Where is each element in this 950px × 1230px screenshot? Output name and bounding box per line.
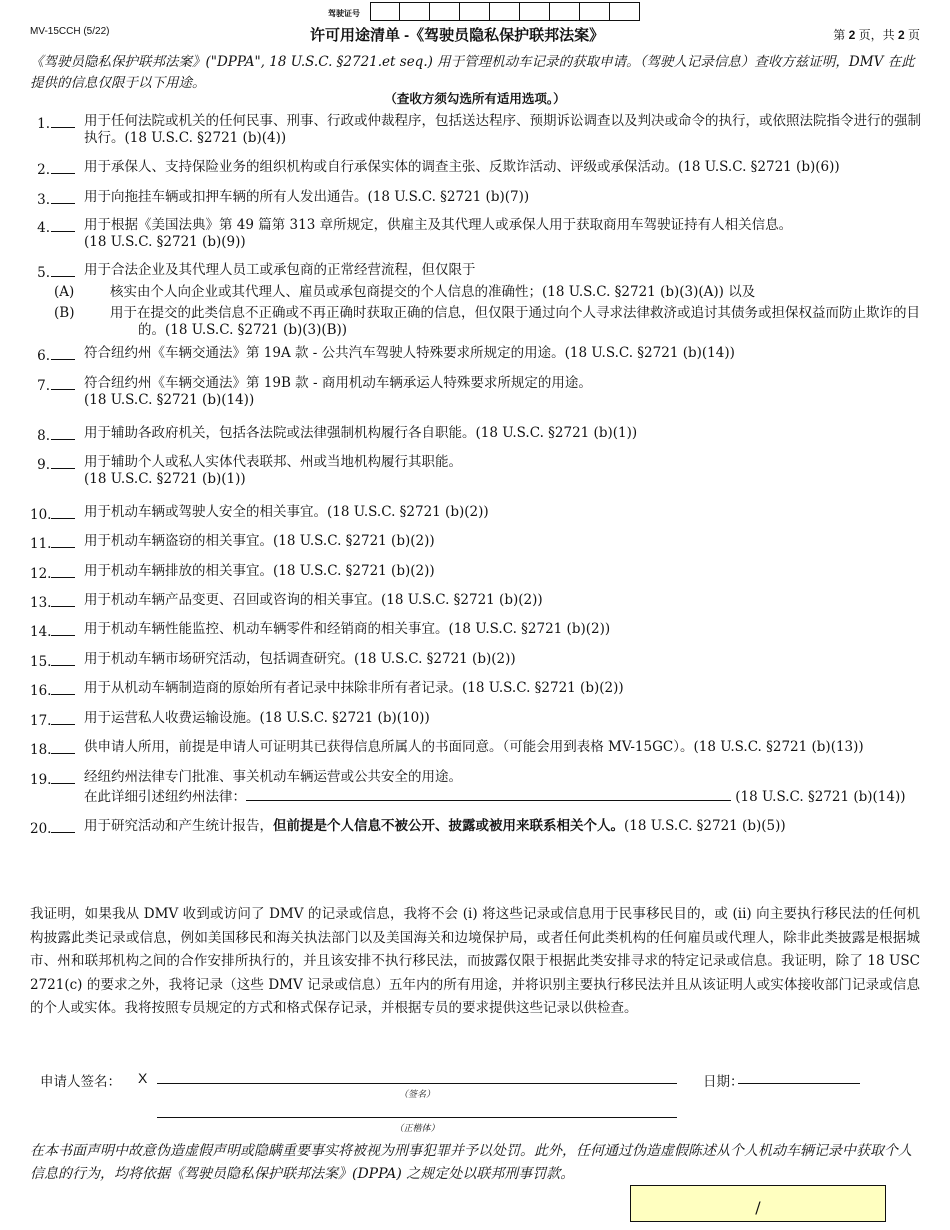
list-item <box>30 345 925 362</box>
list-item <box>30 113 925 147</box>
item-number: 19. <box>30 769 78 789</box>
item-checkbox-blank[interactable] <box>51 345 75 360</box>
item-text: 用于根据《美国法典》第 49 篇第 313 章所规定，供雇主及其代理人或承保人用于获取商用车驾驶证持有人相关信息。 <box>84 217 793 233</box>
license-digit-box[interactable] <box>520 2 550 21</box>
item-checkbox-blank[interactable] <box>51 533 75 548</box>
list-item <box>30 621 925 638</box>
item-number: 4. <box>30 217 78 237</box>
item-checkbox-blank[interactable] <box>51 680 75 695</box>
instruction-note: （查收方须勾选所有适用选项。） <box>384 92 566 106</box>
list-item <box>30 710 925 727</box>
item-text: 符合纽约州《车辆交通法》第 19B 款 - 商用机动车辆承运人特殊要求所规定的用途。 <box>84 375 592 391</box>
item-text: 用于任何法院或机关的任何民事、刑事、行政或仲裁程序，包括送达程序、预期诉讼调查以及判决或命令的执行，或依照法院指令进行的强制执行。(18 U.S.C. §2721 (b)(4)) <box>84 113 921 146</box>
list-item <box>30 189 925 206</box>
item-checkbox-blank[interactable] <box>51 818 75 833</box>
printed-name-field[interactable] <box>157 1117 677 1118</box>
item-checkbox-blank[interactable] <box>51 769 75 784</box>
item-number: 15. <box>30 651 78 671</box>
item-checkbox-blank[interactable] <box>51 262 75 277</box>
license-digit-box[interactable] <box>610 2 640 21</box>
item-checkbox-blank[interactable] <box>51 425 75 440</box>
item-text: 用于运营私人收费运输设施。(18 U.S.C. §2721 (b)(10)) <box>84 710 430 726</box>
item-checkbox-blank[interactable] <box>51 375 75 390</box>
item-checkbox-blank[interactable] <box>51 217 75 232</box>
item-text: 用于合法企业及其代理人员工或承包商的正常经营流程，但仅限于 <box>84 262 476 278</box>
list-item <box>30 375 925 409</box>
license-digit-box[interactable] <box>400 2 430 21</box>
page-number: 第 2 页，共 2 页 <box>833 28 920 42</box>
item-text: 用于承保人、支持保险业务的组织机构或自行承保实体的调查主张、反欺诈活动、评级或承保活动。(18 U.S.C. §2721 (b)(6)) <box>84 159 840 175</box>
item-number: 20. <box>30 818 78 838</box>
item-subclause: (B) 用于在提交的此类信息不正确或不再正确时获取正确的信息，但仅限于通过向个人寻求法律救济或追讨其债务或担保权益而防止欺诈的目的。(18 U.S.C. §2721 (b)(3)(B)) <box>54 305 920 338</box>
page-current: 2 <box>848 28 856 42</box>
item-number: 6. <box>30 345 78 365</box>
item-number: 5. <box>30 262 78 282</box>
list-item <box>30 533 925 550</box>
item-number: 12. <box>30 563 78 583</box>
item-checkbox-blank[interactable] <box>51 710 75 725</box>
list-item <box>30 504 925 521</box>
license-digit-box[interactable] <box>580 2 610 21</box>
license-number-boxes[interactable] <box>370 2 640 21</box>
printed-name-caption: （正楷体） <box>394 1124 440 1134</box>
item-text: 用于研究活动和产生统计报告，但前提是个人信息不被公开、披露或被用来联系相关个人。(18 U.S.C. §2721 (b)(5)) <box>84 818 786 834</box>
item-text: 用于辅助个人或私人实体代表联邦、州或当地机构履行其职能。 <box>84 454 462 470</box>
penalty-warning: 在本书面声明中故意伪造虚假声明或隐瞒重要事实将被视为刑事犯罪并予以处罚。此外，任何通过伪造虚假陈述从个人机动车辆记录中获取个人信息的行为，均将依据《驾驶员隐私保护联邦法案》(DPPA) 之规定处以联邦刑事罚款。 <box>30 1143 912 1182</box>
item-checkbox-blank[interactable] <box>51 504 75 519</box>
item-text: 用于辅助各政府机关，包括各法院或法律强制机构履行各自职能。(18 U.S.C. §2721 (b)(1)) <box>84 425 638 441</box>
intro-paragraph: 《驾驶员隐私保护联邦法案》("DPPA", 18 U.S.C. §2721.et seq.) 用于管理机动车记录的获取申请。（驾驶人记录信息）查收方兹证明，DMV 在此提供的信息仅限于以下用途。 <box>30 54 915 91</box>
item-number: 11. <box>30 533 78 553</box>
item-number: 10. <box>30 504 78 524</box>
date-field[interactable] <box>738 1083 860 1084</box>
list-item <box>30 739 925 756</box>
item-subclause: (A) 核实由个人向企业或其代理人、雇员或承包商提交的个人信息的准确性；(18 U.S.C. §2721 (b)(3)(A)) 以及 <box>54 284 756 300</box>
page-total: 2 <box>897 28 905 42</box>
item-checkbox-blank[interactable] <box>51 454 75 469</box>
item-number: 13. <box>30 592 78 612</box>
item-checkbox-blank[interactable] <box>51 651 75 666</box>
list-item <box>30 769 925 806</box>
signature-x-mark: X <box>138 1070 148 1086</box>
item-checkbox-blank[interactable] <box>51 113 75 128</box>
list-item <box>30 454 925 488</box>
item-text: 用于机动车辆盗窃的相关事宜。(18 U.S.C. §2721 (b)(2)) <box>84 533 435 549</box>
list-item <box>30 159 925 176</box>
item-text: 供申请人所用，前提是申请人可证明其已获得信息所属人的书面同意。（可能会用到表格 MV-15GC）。(18 U.S.C. §2721 (b)(13)) <box>84 739 864 755</box>
item-number: 14. <box>30 621 78 641</box>
signature-field[interactable] <box>157 1083 677 1084</box>
item-text: 用于机动车辆产品变更、召回或咨询的相关事宜。(18 U.S.C. §2721 (b)(2)) <box>84 592 543 608</box>
signature-label: 申请人签名： <box>40 1074 121 1090</box>
item-number: 18. <box>30 739 78 759</box>
item-number: 7. <box>30 375 78 395</box>
list-item <box>30 262 925 339</box>
office-use-box <box>630 1185 886 1222</box>
item-text: 用于从机动车辆制造商的原始所有者记录中抹除非所有者记录。(18 U.S.C. §2721 (b)(2)) <box>84 680 624 696</box>
item-text: 用于机动车辆排放的相关事宜。(18 U.S.C. §2721 (b)(2)) <box>84 563 435 579</box>
license-number-label: 驾驶证号 <box>328 9 360 18</box>
item-checkbox-blank[interactable] <box>51 621 75 636</box>
item-number: 3. <box>30 189 78 209</box>
item-number: 1. <box>30 113 78 133</box>
item-citation: (18 U.S.C. §2721 (b)(1)) <box>84 471 246 487</box>
list-item <box>30 680 925 697</box>
item-number: 2. <box>30 159 78 179</box>
list-item <box>30 563 925 580</box>
item-checkbox-blank[interactable] <box>51 592 75 607</box>
item-number: 17. <box>30 710 78 730</box>
list-item <box>30 217 925 251</box>
list-item <box>30 592 925 609</box>
license-digit-box[interactable] <box>490 2 520 21</box>
item-checkbox-blank[interactable] <box>51 189 75 204</box>
certification-paragraph: 我证明，如果我从 DMV 收到或访问了 DMV 的记录或信息，我将不会 (i) 将这些记录或信息用于民事移民目的，或 (ii) 向主要执行移民法的任何机构披露此类记录或信息，例如美国移民和海关执法部门以及美国海关和边境保护局，或者任何此类机构的任何雇员或代理人，除非此类披露是根据城市、州和联邦机构之间的合作安排所执行的，并且该安排不执行移民法，而披露仅限于根据此类安排寻求的特定记录或信息。我证明，除了 18 USC 2721(c) 的要求之外，我将记录（这些 DMV 记录或信息）五年内的所有用途，并将识别主要执行移民法并且从该证明人或实体接收部门记录或信息的个人或实体。我将按照专员规定的方式和格式保存记录，并根据专员的要求提供这些记录以供检查。 <box>30 906 921 1016</box>
license-digit-box[interactable] <box>460 2 490 21</box>
list-item <box>30 651 925 668</box>
ny-law-input-line[interactable] <box>246 786 731 801</box>
list-item <box>30 818 925 835</box>
item-text: 用于机动车辆性能监控、机动车辆零件和经销商的相关事宜。(18 U.S.C. §2721 (b)(2)) <box>84 621 611 637</box>
item-checkbox-blank[interactable] <box>51 159 75 174</box>
document-title: 许可用途清单 -《驾驶员隐私保护联邦法案》 <box>310 27 605 44</box>
license-digit-box[interactable] <box>550 2 580 21</box>
item-text: 用于向拖挂车辆或扣押车辆的所有人发出通告。(18 U.S.C. §2721 (b)(7)) <box>84 189 530 205</box>
signature-caption: （签名） <box>398 1090 435 1100</box>
item-checkbox-blank[interactable] <box>51 739 75 754</box>
item-number: 8. <box>30 425 78 445</box>
item-law-reference: 在此详细引述纽约州法律： (18 U.S.C. §2721 (b)(14)) <box>84 786 925 806</box>
item-number: 9. <box>30 454 78 474</box>
license-digit-box[interactable] <box>430 2 460 21</box>
item-citation: (18 U.S.C. §2721 (b)(14)) <box>84 392 255 408</box>
item-text: 用于机动车辆或驾驶人安全的相关事宜。(18 U.S.C. §2721 (b)(2)) <box>84 504 489 520</box>
form-code: MV-15CCH (5/22) <box>30 26 110 37</box>
item-number: 16. <box>30 680 78 700</box>
item-text: 符合纽约州《车辆交通法》第 19A 款 - 公共汽车驾驶人特殊要求所规定的用途。(18 U.S.C. §2721 (b)(14)) <box>84 345 735 361</box>
office-box-slash: / <box>755 1198 761 1217</box>
item-text: 经纽约州法律专门批准、事关机动车辆运营或公共安全的用途。 <box>84 769 462 785</box>
item-text: 用于机动车辆市场研究活动，包括调查研究。(18 U.S.C. §2721 (b)(2)) <box>84 651 516 667</box>
date-label: 日期： <box>703 1074 744 1090</box>
item-checkbox-blank[interactable] <box>51 563 75 578</box>
item-citation: (18 U.S.C. §2721 (b)(9)) <box>84 234 246 250</box>
license-digit-box[interactable] <box>370 2 400 21</box>
list-item <box>30 425 925 442</box>
